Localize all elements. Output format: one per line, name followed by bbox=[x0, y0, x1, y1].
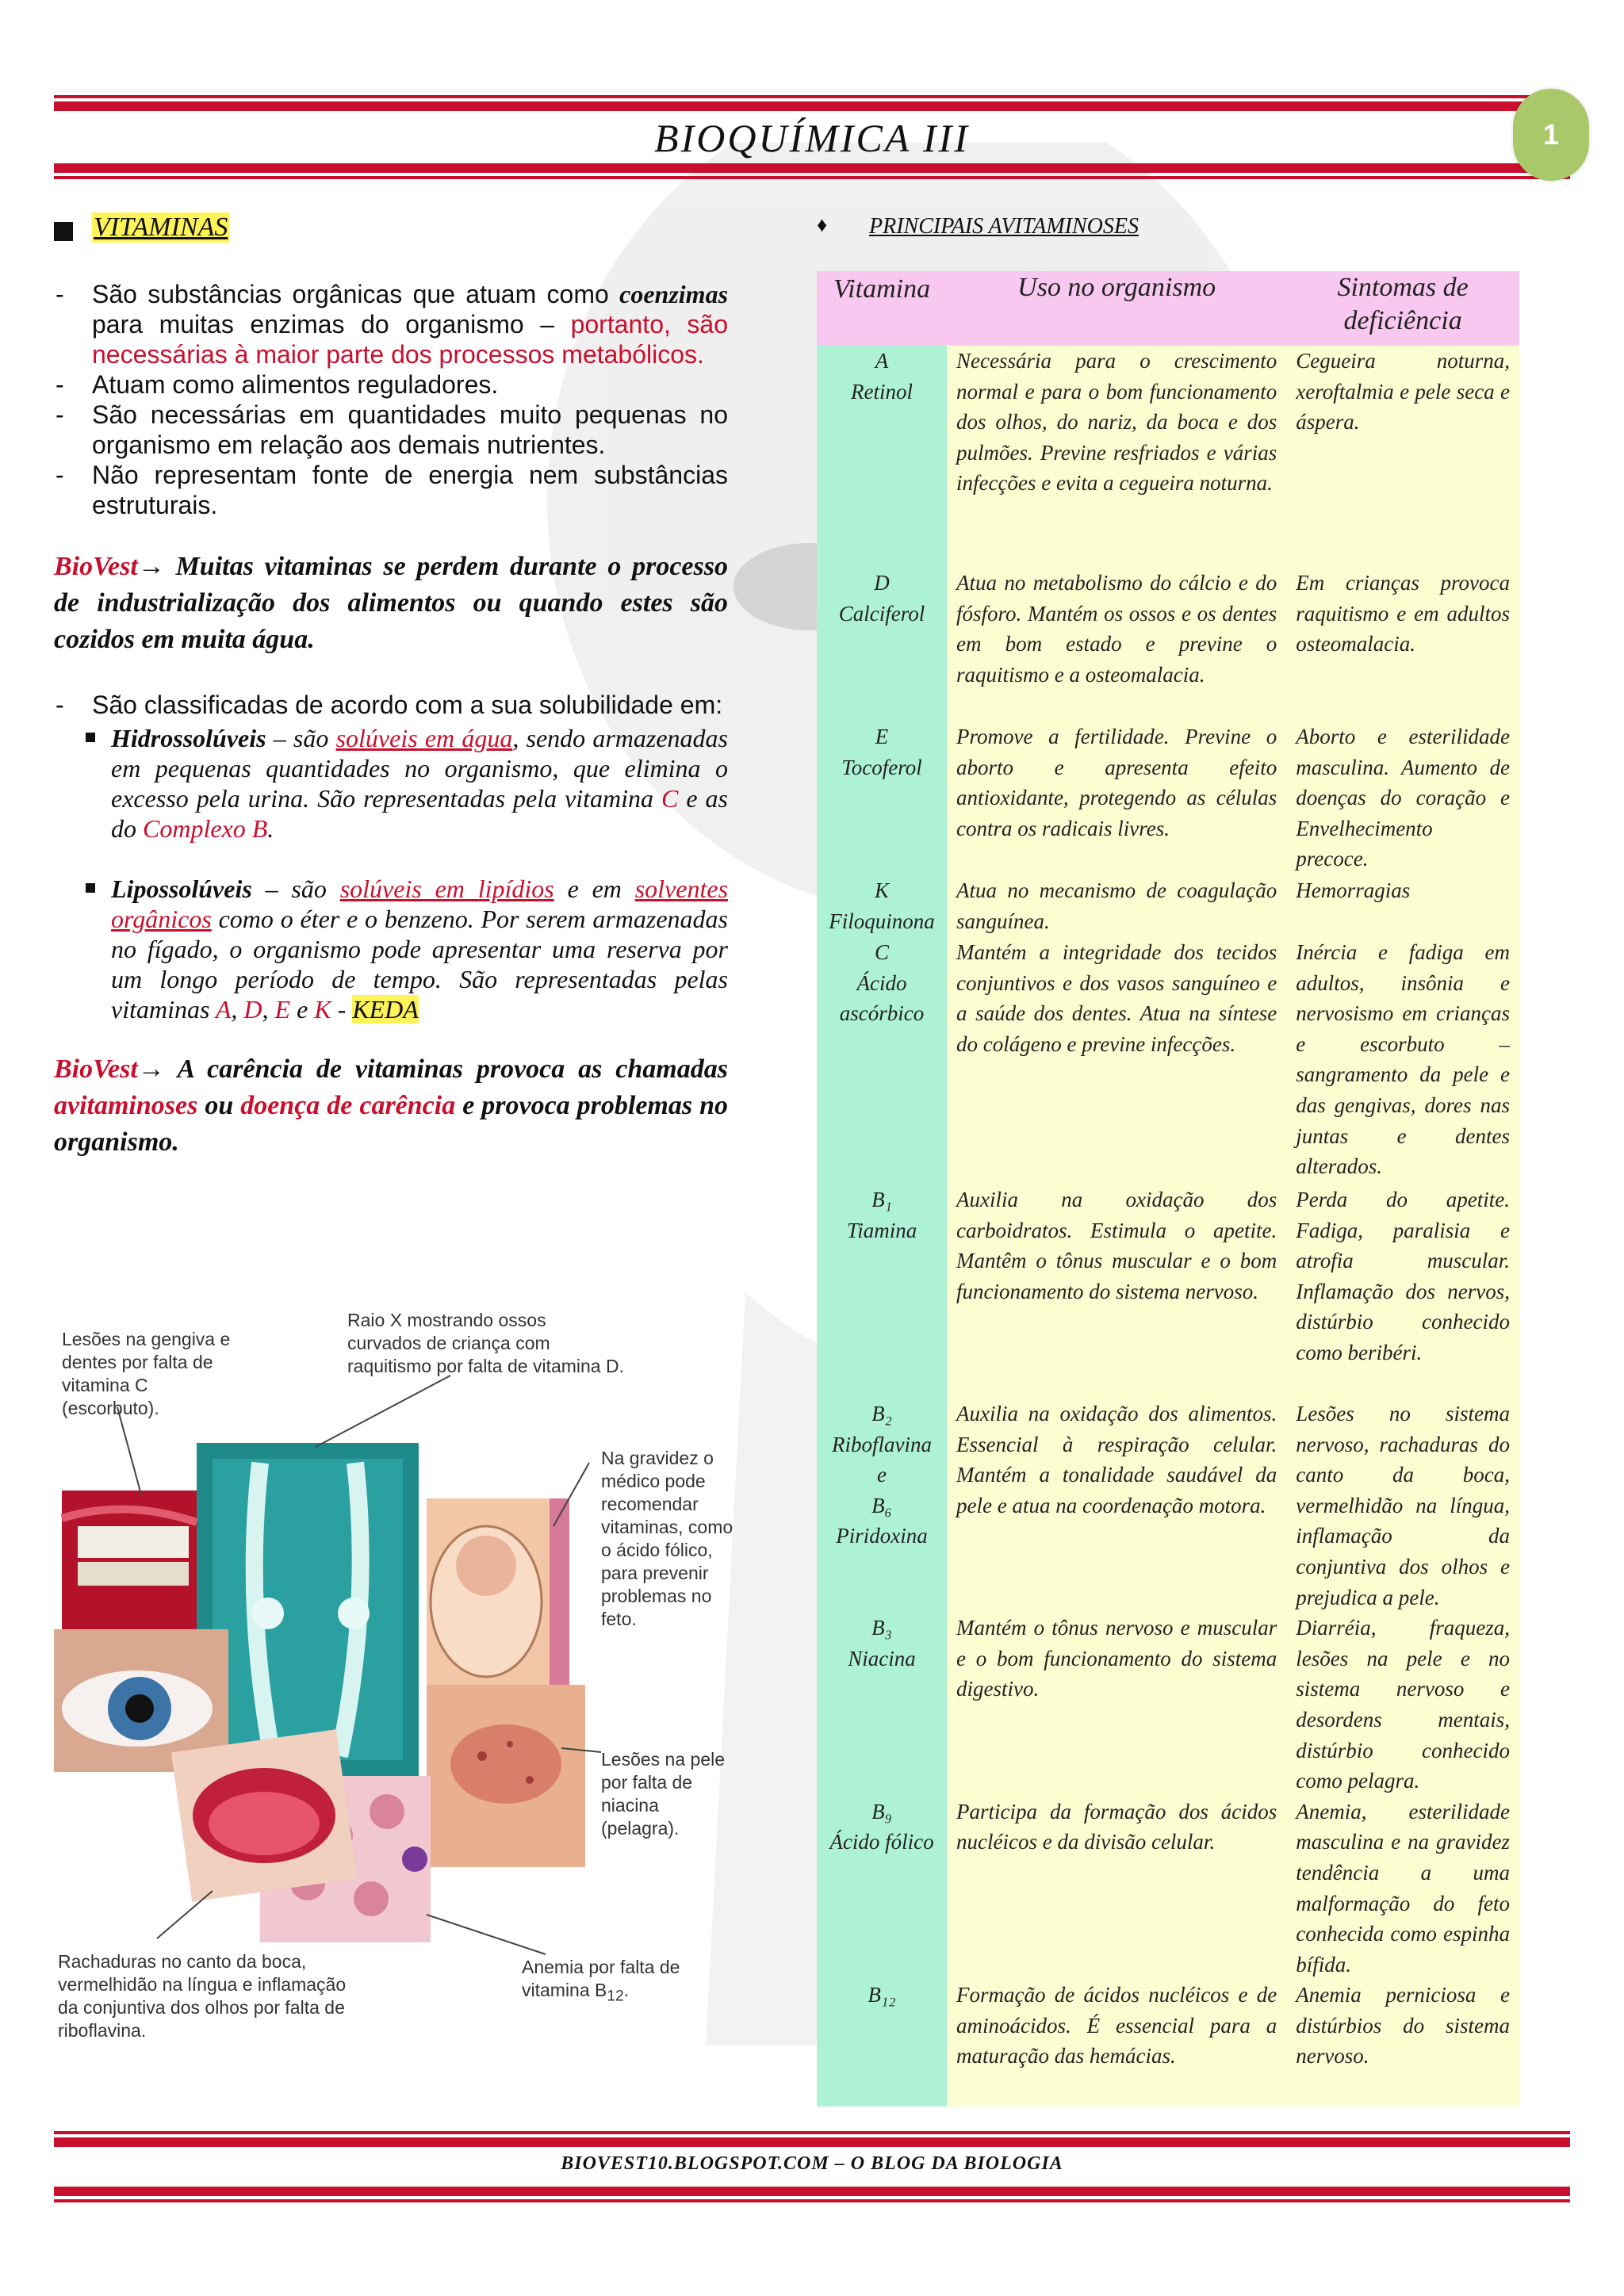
footer-rule-bottom-thick bbox=[54, 2187, 1570, 2196]
fetus-image bbox=[427, 1498, 569, 1697]
cell-uso: Auxilia na oxidação dos alimentos. Essencial à respiração celular. Mantém a tonalidade saudável da pele e atua na coordenação motora. bbox=[947, 1399, 1286, 1613]
cell-uso: Formação de ácidos nucléicos e de aminoácidos. É essencial para a maturação das hemácias. bbox=[947, 1980, 1286, 2107]
cell-vitamina: B₂ Riboflavina e B₆ Piridoxina bbox=[817, 1399, 947, 1613]
cell-uso: Promove a fertilidade. Previne o aborto e apresenta efeito antioxidante, protegendo as células contra os radicais livres. bbox=[947, 721, 1286, 875]
biovest-label: BioVest bbox=[54, 552, 138, 581]
footer-rule-bottom bbox=[54, 2199, 1570, 2202]
column-header-vitamina: Vitamina bbox=[817, 271, 947, 346]
keda-highlight: KEDA bbox=[352, 995, 419, 1024]
table-row bbox=[817, 875, 1519, 937]
vitamin-facts-list bbox=[54, 279, 728, 520]
table-row bbox=[817, 721, 1519, 875]
gums-image bbox=[62, 1490, 197, 1637]
footer-rule-top bbox=[54, 2131, 1570, 2134]
caption-pregnancy: Na gravidez o médico pode recomendar vitaminas, como o ácido fólico, para prevenir problemas no feto. bbox=[601, 1448, 733, 1629]
table-row bbox=[817, 346, 1519, 568]
highlight-red-text: portanto, são necessárias à maior parte dos processos metabólicos. bbox=[92, 310, 729, 369]
cell-uso: Atua no mecanismo de coagulação sanguínea. bbox=[947, 875, 1286, 937]
cell-uso: Auxilia na oxidação dos carboidratos. Estimula o apetite. Mantêm o tônus muscular e o bom funcionamento do sistema nervoso. bbox=[947, 1184, 1286, 1399]
cell-sintomas: Hemorragias bbox=[1286, 875, 1519, 937]
table-row bbox=[817, 937, 1519, 1184]
caption-xray: Raio X mostrando ossos curvados de criança com raquitismo por falta de vitamina D. bbox=[347, 1310, 624, 1376]
header-rule-thick bbox=[54, 101, 1570, 111]
biovest-label: BioVest bbox=[54, 1054, 138, 1084]
table-row bbox=[817, 1184, 1519, 1399]
page-number-badge: 1 bbox=[1513, 89, 1589, 181]
footer-rule-top-thick bbox=[54, 2137, 1570, 2147]
biovest-note-1: BioVest→ Muitas vitaminas se perdem durante o processo de industrialização dos alimentos ou quando estes são cozidos em muita água. bbox=[54, 552, 728, 654]
cell-vitamina: B₁₂ bbox=[817, 1980, 947, 2107]
table-body bbox=[817, 346, 1519, 2107]
skin-lesion-image bbox=[427, 1685, 585, 1867]
xray-image bbox=[197, 1443, 419, 1776]
biovest-note-2: BioVest→ A carência de vitaminas provoca as chamadas avitaminoses ou doença de carência e provoca problemas no organismo. bbox=[54, 1054, 728, 1157]
avitaminoses-table bbox=[817, 271, 1519, 2107]
cell-sintomas: Diarréia, fraqueza, lesões na pele e no sistema nervoso e desordens mentais, distúrbio conhecido como pelagra. bbox=[1286, 1613, 1519, 1797]
section-heading bbox=[54, 208, 728, 255]
list-item: - São substâncias orgânicas que atuam como coenzimas para muitas enzimas do organismo – portanto, são necessárias à maior parte dos processos metabólicos. bbox=[56, 280, 729, 369]
table-row bbox=[817, 1980, 1519, 2107]
page-title: BIOQUÍMICA III bbox=[654, 116, 970, 160]
caption-mouth: Rachaduras no canto da boca, vermelhidão na língua e inflamação da conjuntiva dos olhos por falta de riboflavina. bbox=[58, 1951, 347, 2041]
column-header-sintomas: Sintomas de deficiência bbox=[1286, 271, 1519, 346]
cell-sintomas: Perda do apetite. Fadiga, paralisia e atrofia muscular. Inflamação dos nervos, distúrbio conhecido como beribéri. bbox=[1286, 1184, 1519, 1399]
cell-vitamina: C Ácido ascórbico bbox=[817, 937, 947, 1184]
table-row bbox=[817, 1613, 1519, 1797]
solubility-sublist bbox=[54, 723, 728, 1024]
cell-sintomas: Anemia perniciosa e distúrbios do sistema nervoso. bbox=[1286, 1980, 1519, 2107]
cell-vitamina: A Retinol bbox=[817, 346, 947, 568]
list-item: - São necessárias em quantidades muito pequenas no organismo em relação aos demais nutrientes. bbox=[56, 400, 728, 459]
diamond-bullet-icon: ♦ bbox=[817, 212, 828, 236]
cell-vitamina: B₁ Tiamina bbox=[817, 1184, 947, 1399]
cell-sintomas: Aborto e esterilidade masculina. Aumento de doenças do coração e Envelhecimento precoce. bbox=[1286, 721, 1519, 875]
column-header-uso: Uso no organismo bbox=[947, 271, 1286, 346]
table-row bbox=[817, 1399, 1519, 1613]
avitaminosis-collage bbox=[54, 1288, 744, 2073]
list-item: - Não representam fonte de energia nem substâncias estruturais. bbox=[56, 461, 728, 519]
cell-sintomas: Cegueira noturna, xeroftalmia e pele seca e áspera. bbox=[1286, 346, 1519, 568]
section-title: VITAMINAS bbox=[94, 212, 228, 242]
cell-uso: Participa da formação dos ácidos nucléicos e da divisão celular. bbox=[947, 1797, 1286, 1980]
cell-sintomas: Em crianças provoca raquitismo e em adultos osteomalacia. bbox=[1286, 568, 1519, 721]
cell-sintomas: Anemia, esterilidade masculina e na gravidez tendência a uma malformação do feto conhecida como espinha bífida. bbox=[1286, 1797, 1519, 1980]
tongue-image bbox=[171, 1729, 357, 1901]
cell-vitamina: B₃ Niacina bbox=[817, 1613, 947, 1797]
caption-gums: Lesões na gengiva e dentes por falta de vitamina C (escorbuto). bbox=[62, 1329, 231, 1418]
cell-vitamina: K Filoquinona bbox=[817, 875, 947, 937]
cell-uso: Mantém a integridade dos tecidos conjuntivos e dos vasos sanguíneo e a saúde dos dentes. Atua na síntese do colágeno e previne infecções. bbox=[947, 937, 1286, 1184]
caption-skin: Lesões na pele por falta de niacina (pelagra). bbox=[601, 1749, 726, 1839]
header-rule-bottom-thick bbox=[54, 163, 1570, 173]
cell-sintomas: Inércia e fadiga em adultos, insônia e nervosismo em crianças e escorbuto – sangramento da pele e das gengivas, dores nas juntas e dentes alterados. bbox=[1286, 937, 1519, 1184]
cell-vitamina: E Tocoferol bbox=[817, 721, 947, 875]
list-item: - Atuam como alimentos reguladores. bbox=[56, 370, 499, 399]
cell-vitamina: B₉ Ácido fólico bbox=[817, 1797, 947, 1980]
header-rule-top bbox=[54, 95, 1570, 98]
list-item-hidrossoluveis: Hidrossolúveis – são solúveis em água, sendo armazenadas em pequenas quantidades no organismo, que elimina o excesso pela urina. São representadas pela vitamina C e as do Complexo B. bbox=[86, 723, 728, 844]
square-bullet-icon bbox=[54, 222, 73, 241]
cell-uso: Mantém o tônus nervoso e muscular e o bom funcionamento do sistema digestivo. bbox=[947, 1613, 1286, 1797]
footer-blog-text: BIOVEST10.BLOGSPOT.COM – O BLOG DA BIOLOGIA bbox=[561, 2153, 1063, 2174]
cell-sintomas: Lesões no sistema nervoso, rachaduras do canto da boca, vermelhidão na língua, inflamação da conjuntiva dos olhos e prejudica a pele. bbox=[1286, 1399, 1519, 1613]
table-row bbox=[817, 568, 1519, 721]
cell-vitamina: D Calciferol bbox=[817, 568, 947, 721]
list-item-lipossoluveis: Lipossolúveis – são solúveis em lipídios e em solventes orgânicos como o éter e o benzeno. Por serem armazenadas no fígado, o organismo pode apresentar uma reserva por um longo período de tempo. São representadas pelas vitaminas A, D, E e K - KEDA bbox=[86, 874, 728, 1024]
table-header-row bbox=[817, 271, 1519, 346]
classification-list bbox=[54, 690, 728, 720]
list-item: - São classificadas de acordo com a sua solubilidade em: bbox=[56, 691, 723, 719]
left-column bbox=[54, 208, 728, 1161]
cell-uso: Atua no metabolismo do cálcio e do fósforo. Mantém os ossos e os dentes em bom estado e previne o raquitismo e a osteomalacia. bbox=[947, 568, 1286, 721]
caption-anemia: Anemia por falta de vitamina $B_{12}$. bbox=[522, 1957, 680, 2005]
avitaminoses-title: PRINCIPAIS AVITAMINOSES bbox=[869, 214, 1139, 239]
header-rule-bottom bbox=[54, 176, 1570, 179]
cell-uso: Necessária para o crescimento normal e para o bom funcionamento dos olhos, do nariz, da boca e dos pulmões. Previne resfriados e várias infecções e evita a cegueira noturna. bbox=[947, 346, 1286, 568]
table-row bbox=[817, 1797, 1519, 1980]
